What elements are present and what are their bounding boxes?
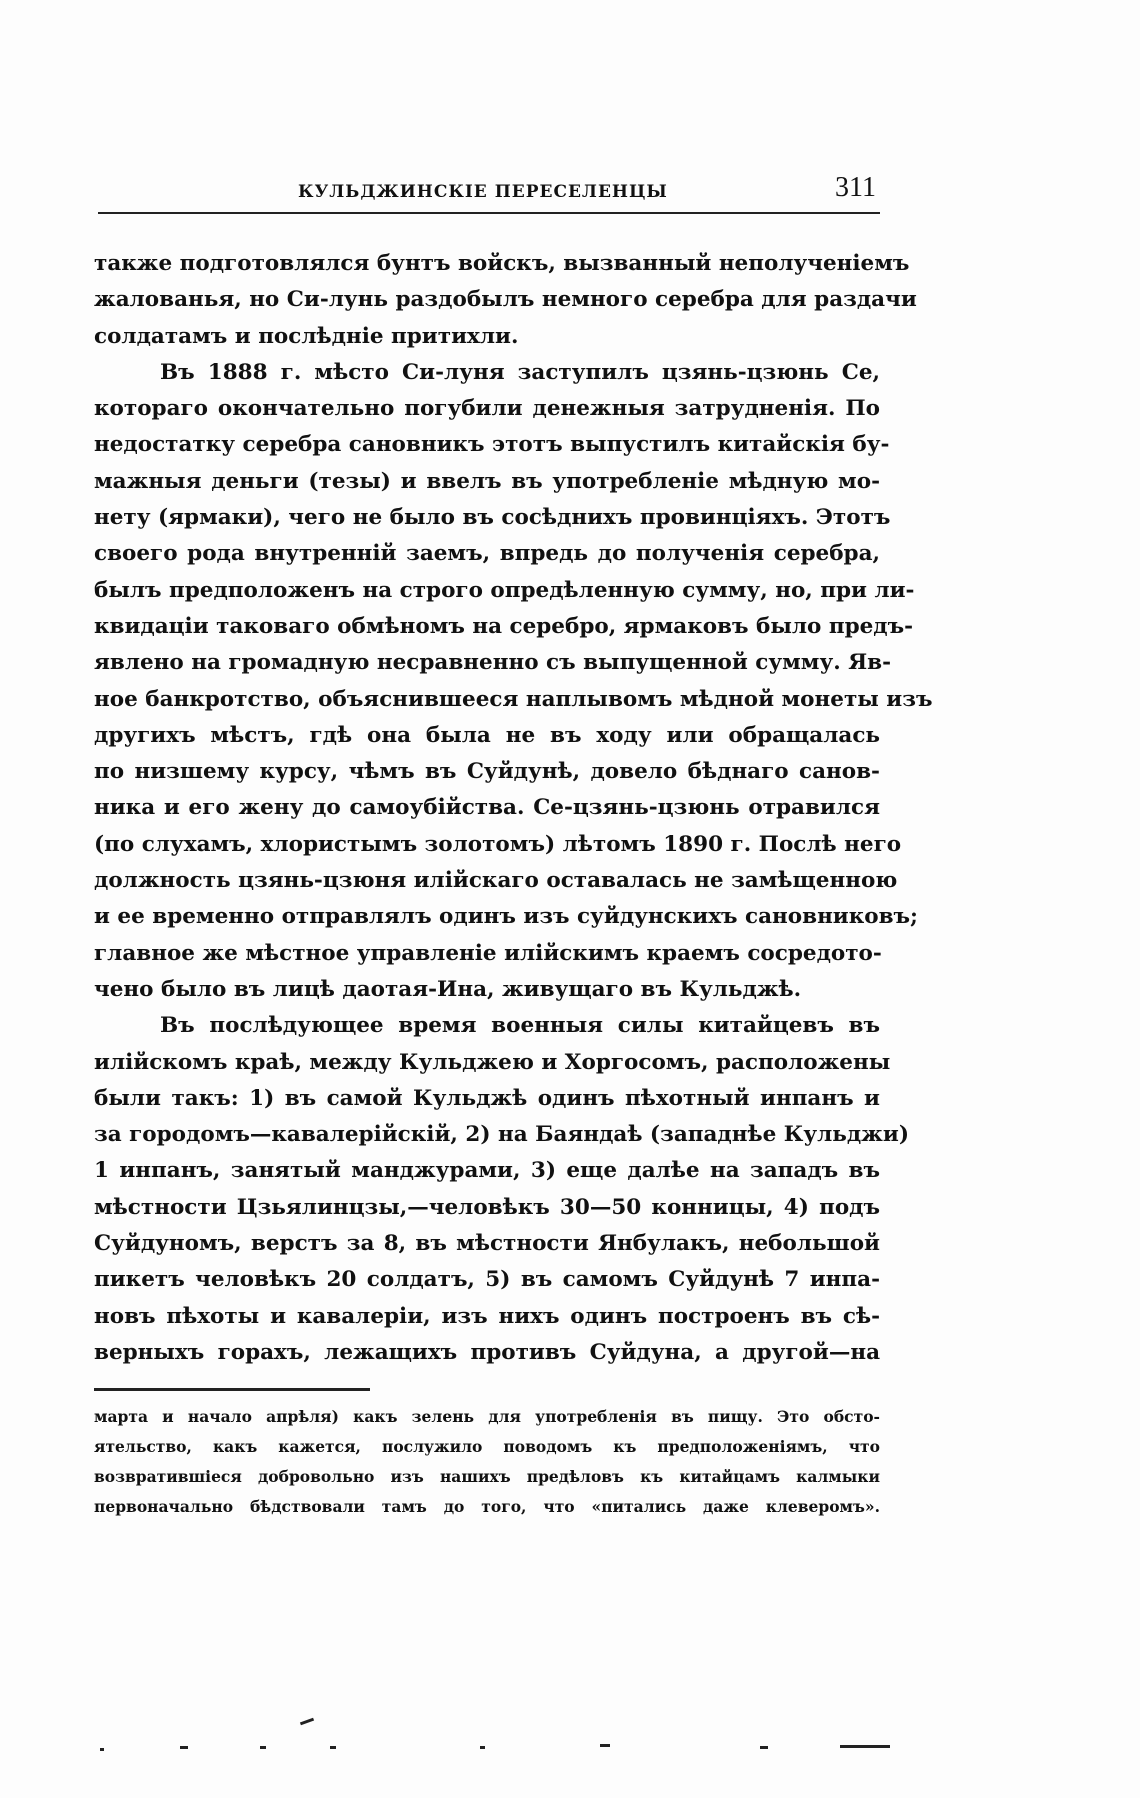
text-line: Суйдуномъ, верстъ за 8, въ мѣстности Янбулакъ, небольшой: [94, 1231, 880, 1257]
scan-speck: [100, 1748, 104, 1751]
scan-speck: [300, 1718, 314, 1726]
text-line: котораго окончательно погубили денежныя затрудненія. По: [94, 396, 880, 422]
footnote-line: возвратившіеся добровольно изъ нашихъ предѣловъ къ китайцамъ калмыки: [94, 1467, 880, 1486]
header-rule: [98, 212, 880, 214]
page-number: 311: [835, 172, 876, 203]
text-line: илійскомъ краѣ, между Кульджею и Хоргосомъ, расположены: [94, 1049, 891, 1075]
scan-speck: [260, 1746, 266, 1749]
text-line: (по слухамъ, хлористымъ золотомъ) лѣтомъ 1890 г. Послѣ него: [94, 831, 902, 857]
text-line: новъ пѣхоты и кавалеріи, изъ нихъ одинъ построенъ въ сѣ-: [94, 1303, 880, 1329]
text-line: по низшему курсу, чѣмъ въ Суйдунѣ, довело бѣднаго санов-: [94, 759, 880, 785]
footnote-rule: [94, 1388, 370, 1391]
text-line: и ее временно отправлялъ одинъ изъ суйдунскихъ сановниковъ;: [94, 904, 918, 930]
text-line: были такъ: 1) въ самой Кульджѣ одинъ пѣхотный инпанъ и: [94, 1085, 880, 1111]
scan-speck: [840, 1745, 890, 1748]
text-line: жалованья, но Си-лунь раздобылъ немного серебра для раздачи: [94, 287, 917, 313]
text-line: квидаціи таковаго обмѣномъ на серебро, ярмаковъ было предъ-: [94, 613, 914, 639]
text-line: своего рода внутренній заемъ, впредь до полученія серебра,: [94, 541, 880, 567]
body-text: [94, 246, 933, 1371]
text-line: солдатамъ и послѣдніе притихли.: [94, 323, 519, 349]
footnote-line: ятельство, какъ кажется, послужило поводомъ къ предположеніямъ, что: [94, 1437, 880, 1456]
text-line: 1 инпанъ, занятый манджурами, 3) еще далѣе на западъ въ: [94, 1158, 880, 1184]
text-line: также подготовлялся бунтъ войскъ, вызванный неполученіемъ: [94, 251, 910, 276]
text-line: мажныя деньги (тезы) и ввелъ въ употребленіе мѣдную мо-: [94, 468, 880, 494]
text-line: ника и его жену до самоубійства. Се-цзянь-цзюнь отравился: [94, 795, 880, 821]
text-line: Въ 1888 г. мѣсто Си-луня заступилъ цзянь-цзюнь Се,: [160, 359, 880, 385]
text-line: другихъ мѣстъ, гдѣ она была не въ ходу или обращалась: [94, 722, 880, 748]
text-line: чено было въ лицѣ даотая-Ина, живущаго въ Кульджѣ.: [94, 976, 802, 1002]
text-line: за городомъ—кавалерійскій, 2) на Баяндаѣ (западнѣе Кульджи): [94, 1122, 910, 1148]
footnote-line: первоначально бѣдствовали тамъ до того, что «питались даже клеверомъ».: [94, 1497, 880, 1516]
running-title: КУЛЬДЖИНСКІЕ ПЕРЕСЕЛЕНЦЫ: [298, 182, 668, 202]
footnote: [94, 1402, 880, 1522]
footnote-line: марта и начало апрѣля) какъ зелень для употребленія въ пищу. Это обсто-: [94, 1407, 880, 1426]
text-line: ное банкротство, объяснившееся наплывомъ мѣдной монеты изъ: [94, 686, 933, 712]
page-header: [98, 170, 880, 210]
scan-speck: [330, 1746, 336, 1749]
text-line: былъ предположенъ на строго опредѣленную сумму, но, при ли-: [94, 577, 915, 603]
scan-specks: [100, 1740, 920, 1760]
scan-speck: [600, 1744, 610, 1747]
text-line: мѣстности Цзьялинцзы,—человѣкъ 30—50 конницы, 4) подъ: [94, 1194, 880, 1220]
text-line: явлено на громадную несравненно съ выпущенной сумму. Яв-: [94, 650, 892, 676]
text-line: недостатку серебра сановникъ этотъ выпустилъ китайскія бу-: [94, 432, 890, 458]
text-line: главное же мѣстное управленіе илійскимъ краемъ сосредото-: [94, 940, 882, 966]
text-line: должность цзянь-цзюня илійскаго оставалась не замѣщенною: [94, 868, 898, 894]
text-line: нету (ярмаки), чего не было въ сосѣднихъ провинціяхъ. Этотъ: [94, 505, 891, 531]
scan-speck: [760, 1746, 768, 1749]
scan-speck: [180, 1746, 188, 1749]
scan-speck: [480, 1746, 485, 1749]
text-line: пикетъ человѣкъ 20 солдатъ, 5) въ самомъ Суйдунѣ 7 инпа-: [94, 1267, 880, 1293]
text-line: Въ послѣдующее время военныя силы китайцевъ въ: [160, 1013, 880, 1039]
text-line: верныхъ горахъ, лежащихъ противъ Суйдуна, а другой—на: [94, 1339, 880, 1365]
